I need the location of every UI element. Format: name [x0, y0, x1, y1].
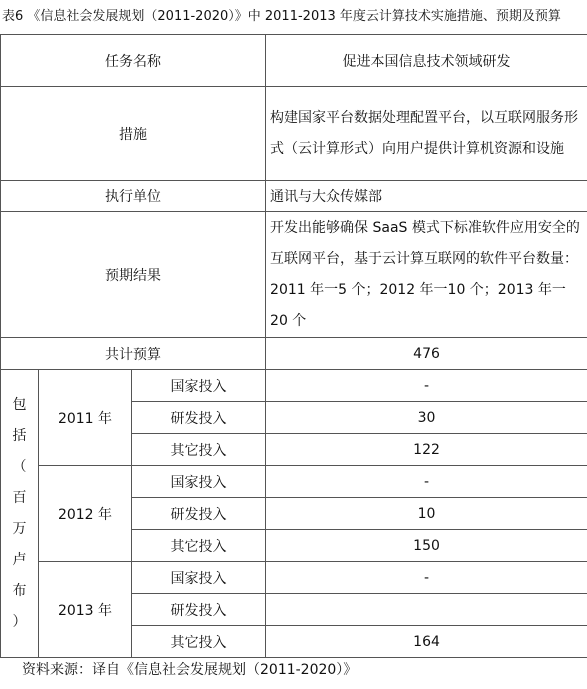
year-label: 2011 年: [39, 370, 132, 466]
item-label: 研发投入: [132, 498, 266, 530]
item-label: 其它投入: [132, 434, 266, 466]
table-row-task: [1, 35, 587, 87]
task-label: 任务名称: [1, 35, 266, 87]
table-row: [1, 370, 587, 402]
year-label: 2012 年: [39, 466, 132, 562]
year-label: 2013 年: [39, 562, 132, 658]
item-label: 国家投入: [132, 466, 266, 498]
side-char: （: [12, 458, 27, 475]
table-row-measures: [1, 87, 587, 181]
side-char: 卢: [12, 551, 27, 568]
item-label: 其它投入: [132, 530, 266, 562]
side-char: 百: [12, 489, 27, 506]
expected-label: 预期结果: [1, 212, 266, 338]
measures-value: 构建国家平台数据处理配置平台，以互联网服务形式（云计算形式）向用户提供计算机资源和设施: [266, 87, 587, 181]
unit-side-label: [1, 370, 39, 658]
item-value: 30: [266, 402, 587, 434]
measures-label: 措施: [1, 87, 266, 181]
item-value: [266, 594, 587, 626]
table-row-budget: [1, 338, 587, 370]
item-value: -: [266, 370, 587, 402]
side-char: 万: [12, 520, 27, 537]
table-row-executor: [1, 181, 587, 212]
budget-value: 476: [266, 338, 587, 370]
item-value: 164: [266, 626, 587, 658]
budget-label: 共计预算: [1, 338, 266, 370]
budget-table: [0, 34, 587, 658]
source-note: 资料来源：译自《信息社会发展规划（2011-2020）》: [22, 662, 358, 678]
item-value: 122: [266, 434, 587, 466]
executor-value: 通讯与大众传媒部: [266, 181, 587, 212]
side-char: ）: [12, 613, 27, 630]
item-label: 国家投入: [132, 562, 266, 594]
executor-label: 执行单位: [1, 181, 266, 212]
side-char: 包: [12, 396, 27, 413]
table-row: [1, 562, 587, 594]
task-value: 促进本国信息技术领域研发: [266, 35, 587, 87]
side-char: 布: [12, 582, 27, 599]
table-row-expected: [1, 212, 587, 338]
item-label: 其它投入: [132, 626, 266, 658]
item-value: -: [266, 562, 587, 594]
item-label: 国家投入: [132, 370, 266, 402]
item-value: 10: [266, 498, 587, 530]
item-label: 研发投入: [132, 594, 266, 626]
table-row: [1, 466, 587, 498]
side-char: 括: [12, 427, 27, 444]
item-value: 150: [266, 530, 587, 562]
expected-value: 开发出能够确保 SaaS 模式下标准软件应用安全的互联网平台，基于云计算互联网的软件平台数量： 2011 年一5 个；2012 年一10 个；2013 年一20 个: [266, 212, 587, 338]
item-value: -: [266, 466, 587, 498]
item-label: 研发投入: [132, 402, 266, 434]
table-caption: 表6 《信息社会发展规划（2011-2020）》中 2011-2013 年度云计算技术实施措施、预期及预算: [2, 9, 561, 24]
